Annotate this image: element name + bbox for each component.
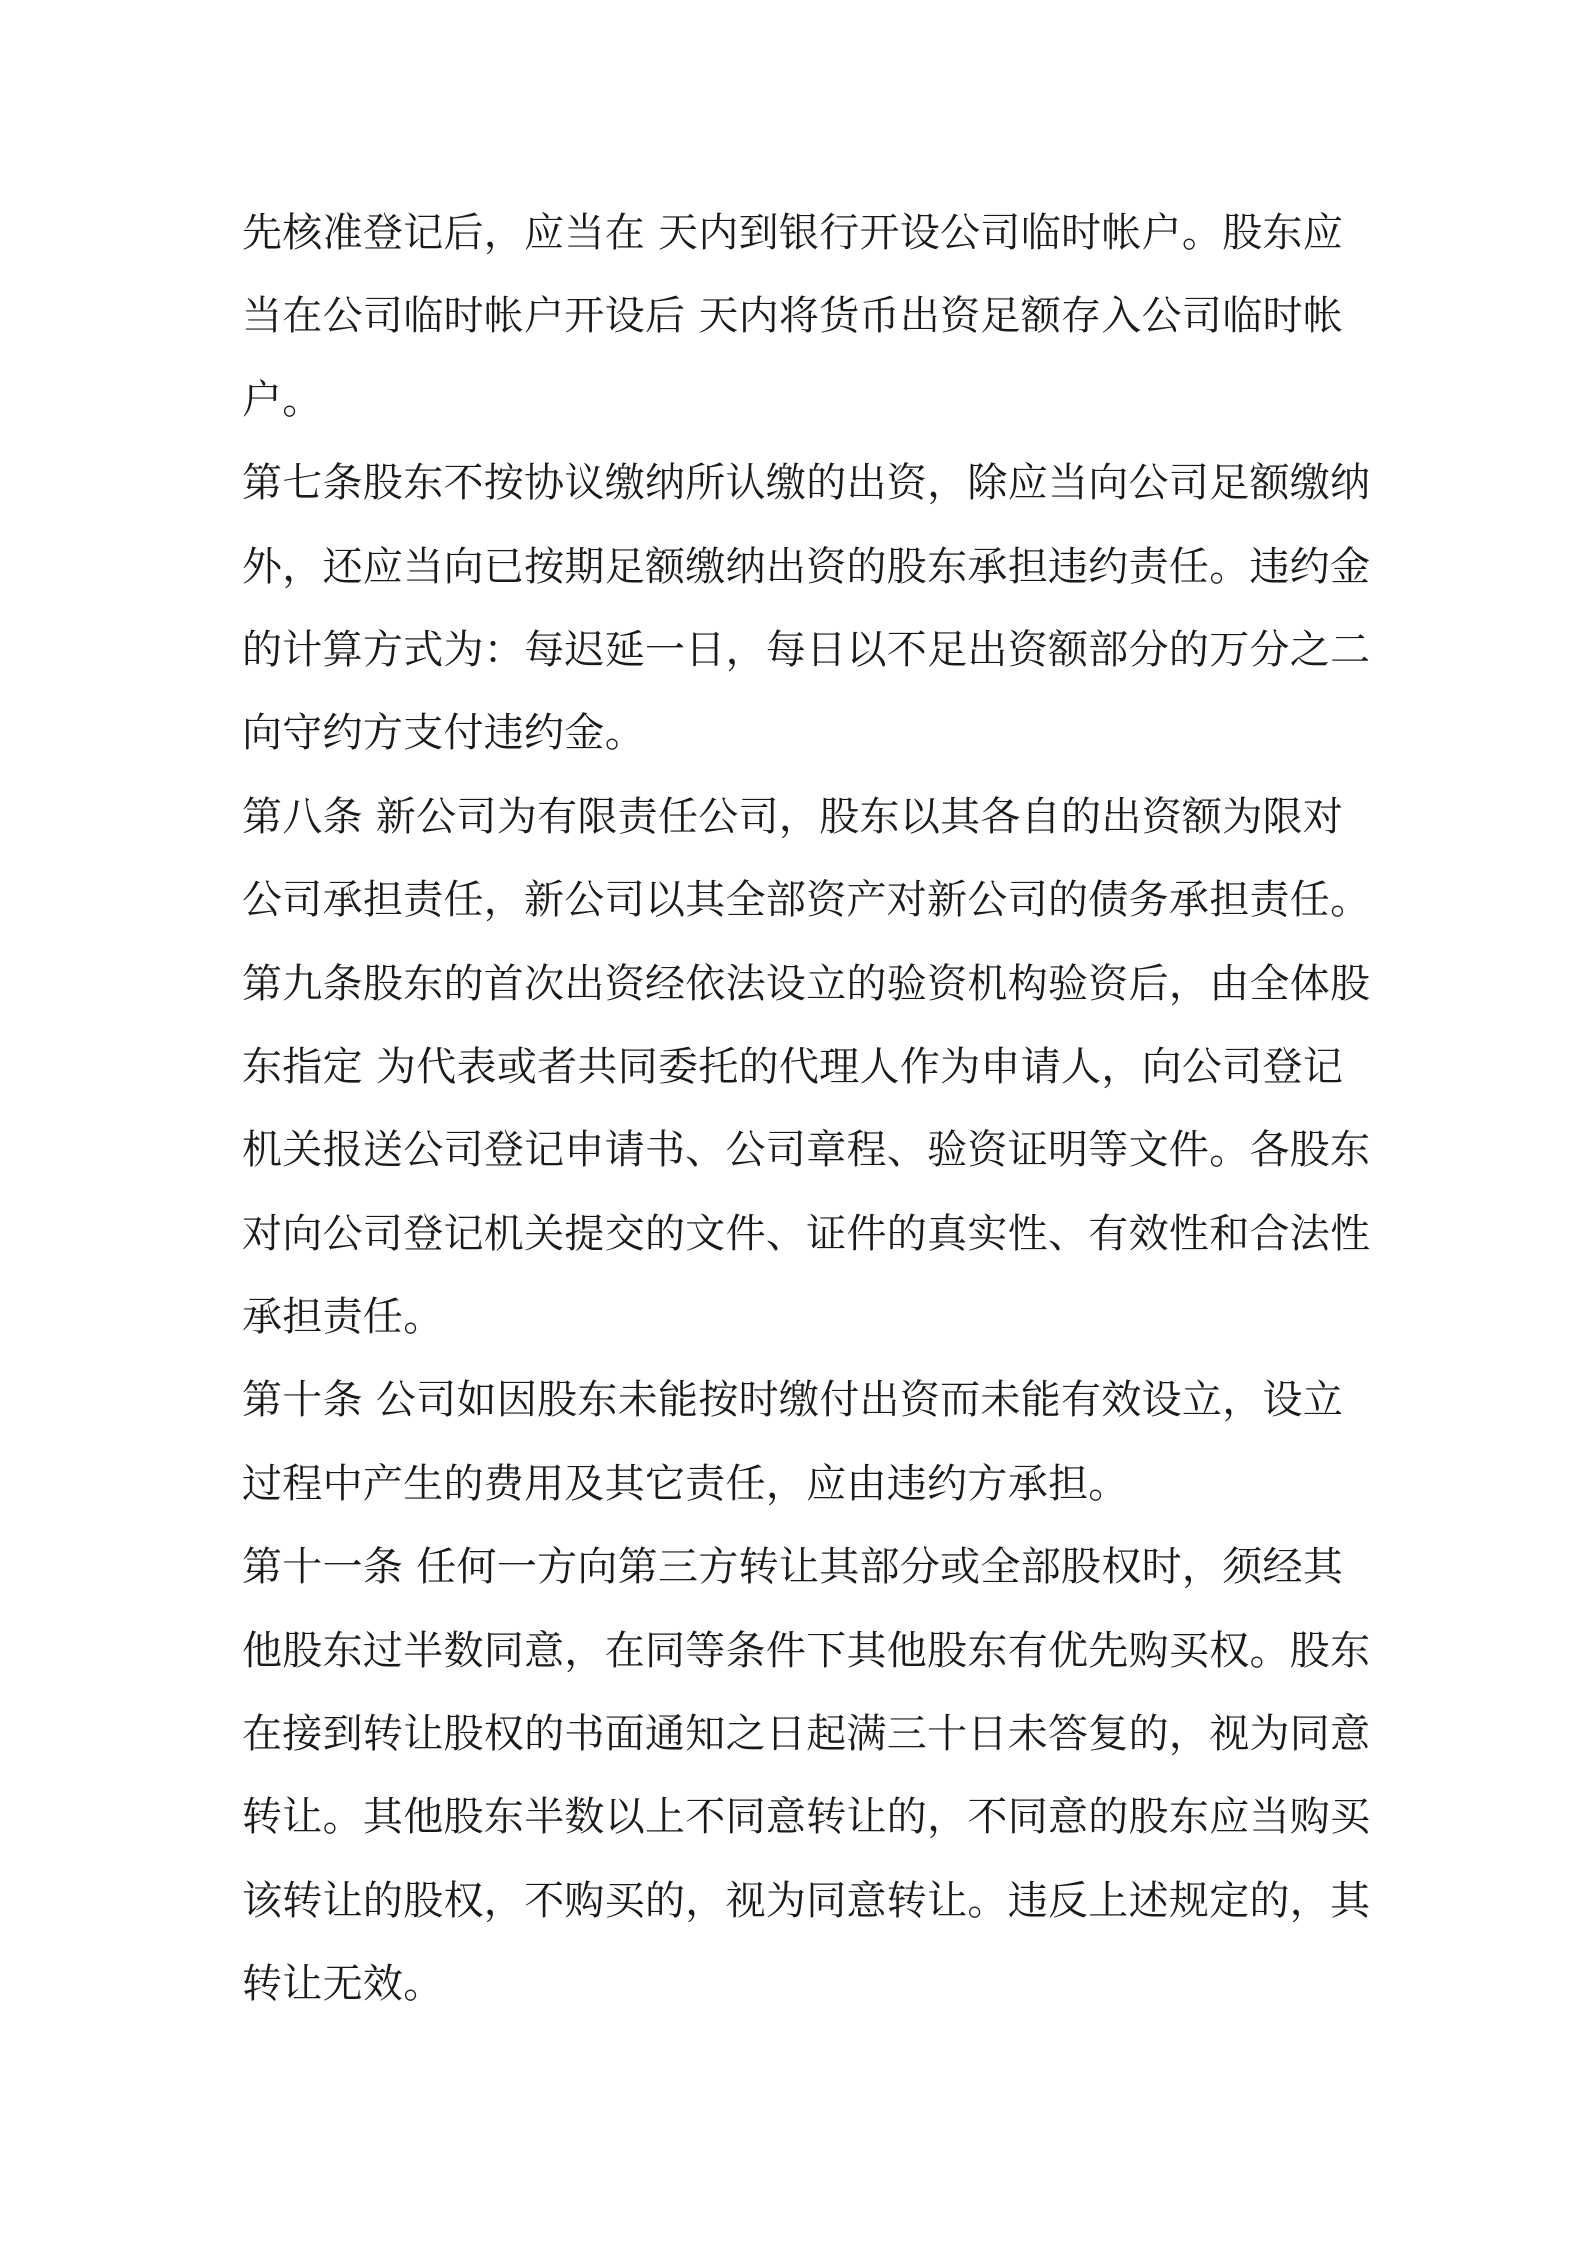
article-7-line: 第七条股东不按协议缴纳所认缴的出资，除应当向公司足额缴纳 [242, 460, 1371, 507]
text-line: 先核准登记后，应当在 天内到银行开设公司临时帐户。股东应 [242, 210, 1344, 256]
document-body [242, 192, 1371, 2027]
article-8-line: 第八条 新公司为有限责任公司，股东以其各自的出资额为限对 [242, 793, 1344, 840]
text-line: 向守约方支付违约金。 [242, 710, 645, 757]
text-line: 东指定 为代表或者共同委托的代理人作为申请人，向公司登记 [242, 1043, 1344, 1090]
text-line: 户。 [242, 376, 323, 423]
article-10-line: 第十条 公司如因股东未能按时缴付出资而未能有效设立，设立 [242, 1377, 1344, 1424]
text-line: 的计算方式为：每迟延一日，每日以不足出资额部分的万分之二 [242, 626, 1371, 673]
text-line: 对向公司登记机关提交的文件、证件的真实性、有效性和合法性 [242, 1210, 1371, 1257]
article-9-line: 第九条股东的首次出资经依法设立的验资机构验资后，由全体股 [242, 960, 1371, 1007]
text-line: 外，还应当向已按期足额缴纳出资的股东承担违约责任。违约金 [242, 543, 1371, 590]
text-line: 转让。其他股东半数以上不同意转让的，不同意的股东应当购买 [242, 1794, 1371, 1841]
text-line: 当在公司临时帐户开设后 天内将货币出资足额存入公司临时帐 [242, 293, 1344, 340]
text-line: 在接到转让股权的书面通知之日起满三十日未答复的，视为同意 [242, 1711, 1371, 1758]
text-line: 公司承担责任，新公司以其全部资产对新公司的债务承担责任。 [242, 877, 1371, 924]
text-line: 他股东过半数同意，在同等条件下其他股东有优先购买权。股东 [242, 1627, 1371, 1674]
text-line: 过程中产生的费用及其它责任，应由违约方承担。 [242, 1460, 1129, 1507]
text-line: 承担责任。 [242, 1294, 444, 1341]
text-line: 机关报送公司登记申请书、公司章程、验资证明等文件。各股东 [242, 1127, 1371, 1174]
text-line: 该转让的股权，不购买的，视为同意转让。违反上述规定的，其 [242, 1877, 1371, 1924]
text-line: 转让无效。 [242, 1961, 444, 2008]
article-11-line: 第十一条 任何一方向第三方转让其部分或全部股权时，须经其 [242, 1544, 1344, 1591]
